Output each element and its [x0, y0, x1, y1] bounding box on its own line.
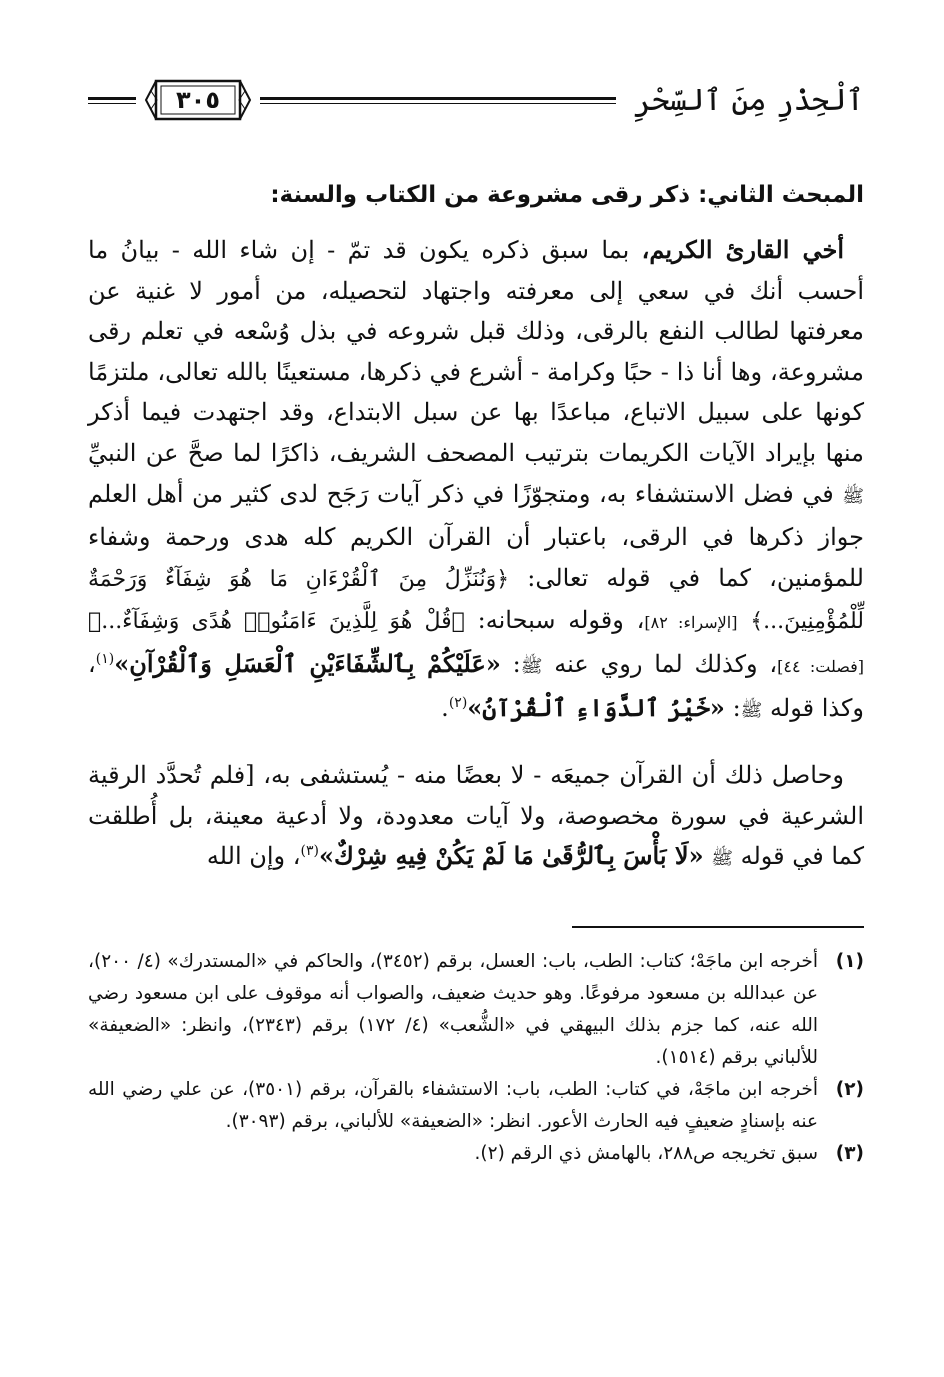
page-number-frame: [144, 77, 252, 123]
running-head-title: ٱلْحِذْرِ مِنَ ٱلسِّحْرِ: [633, 82, 864, 118]
body-paragraph-1: [88, 230, 864, 731]
header-rule-short: [88, 97, 136, 104]
page-number: ٣٠٥: [176, 86, 220, 114]
hadith-quote: «عَلَيْكُمْ بِٱلشِّفَاءَيْنِ ٱلْعَسَلِ وَٱلْقُرْآنِ»: [114, 648, 501, 678]
text-span: :: [500, 649, 521, 678]
hadith-quote: «خَيْرُ ٱلدَّوَاءِ ٱلْقُرْآنُ»: [467, 692, 725, 722]
text-span: ، وكذا قوله: [88, 649, 864, 722]
text-span: ، وإن الله: [206, 842, 301, 871]
quran-verse: ﴿وَنُنَزِّلُ مِنَ ٱلْقُرْءَانِ مَا هُوَ شِفَآءٌ وَرَحْمَةٌ لِّلْمُؤْمِنِينَ...﴾: [88, 566, 864, 635]
salawat-ligature: ﷺ: [520, 655, 543, 677]
paragraph-lead: أخي القارئ الكريم،: [641, 235, 844, 264]
text-span: ، وكذلك لما روي عنه: [542, 649, 778, 678]
footnote-number: (٣): [835, 1142, 864, 1164]
book-page: [88, 70, 864, 1170]
quran-verse: ﴿قُلْ هُوَ لِلَّذِينَ ءَامَنُوا۟ هُدًى وَشِفَآءٌ...﴾: [88, 609, 465, 635]
text-span: .: [441, 693, 449, 722]
verse-reference: [الإسراء: ٨٢]: [644, 613, 738, 633]
footnotes: [88, 946, 864, 1170]
page-header: [88, 70, 864, 130]
header-rule-long: [260, 97, 616, 104]
text-span: ، وقوله سبحانه:: [464, 606, 645, 635]
footnote-text: أخرجه ابن ماجَهْ، في كتاب: الطب، باب: الاستشفاء بالقرآن، برقم (٣٥٠١)، عن علي رضي الله عنه بإسنادٍ ضعيفٍ فيه الحارث الأعور. انظر: «الضعيفة» للألباني، برقم (٣٠٩٣).: [88, 1078, 819, 1132]
footnote-1: [88, 946, 864, 1074]
salawat-ligature: ﷺ: [711, 848, 733, 870]
salawat-ligature: ﷺ: [842, 485, 864, 507]
footnote-ref-1[interactable]: (١): [95, 650, 115, 667]
verse-reference: [فصلت: ٤٤]: [777, 656, 865, 676]
salawat-ligature: ﷺ: [740, 699, 763, 721]
text-span: بما سبق ذكره يكون قد تمّ - إن شاء الله - بيانُ ما أحسب أنك في سعي إلى معرفته واجتهاد لتحصيله، من أمور لا غنية عن معرفتها لطالب النفع بالرقى، وذلك قبل شروعه في بذل وُسْعه في تعلم رقى مشروعة، وها أنا ذا - حبًا وكرامة - أشرع في ذكرها، مستعينًا بالله تعالى، ملتزمًا كونها على سبيل الاتباع، مباعدًا بها عن سبل الابتداع، وقد اجتهدت فيما أذكر منها بإيراد الآيات الكريمات بترتيب المصحف الشريف، ذاكرًا لما صحَّ عن النبيِّ: [88, 236, 865, 467]
footnote-text: أخرجه ابن ماجَهْ؛ كتاب: الطب، باب: العسل، برقم (٣٤٥٢)، والحاكم في «المستدرك» (٤/ ٢٠٠)، عن عبدالله بن مسعود مرفوعًا. وهو حديث ضعيف، والصواب أنه موقوف على ابن مسعود رضي الله عنه، كما جزم بذلك البيهقي في «الشُّعب» (٤/ ١٧٢) برقم (٢٣٤٣)، وانظر: «الضعيفة» للألباني برقم (١٥١٤).: [88, 950, 819, 1068]
hadith-quote: «لَا بَأْسَ بِٱلرُّقَىٰ مَا لَمْ يَكُنْ فِيهِ شِرْكٌ»: [318, 841, 704, 871]
text-span: وحاصل ذلك أن القرآن جميعَه - لا بعضًا منه - يُستشفى به، [فلم تُحدَّد الرقية الشرعية في سورة مخصوصة، ولا آيات معدودة، ولا أدعية معينة، بل أُطلقت كما في قوله: [88, 761, 864, 871]
footnote-ref-3[interactable]: (٣): [300, 843, 319, 860]
body-paragraph-2: [88, 755, 864, 880]
footnote-number: (٢): [835, 1078, 864, 1100]
text-span: :: [724, 693, 741, 722]
footnote-text: سبق تخريجه ص٢٨٨، بالهامش ذي الرقم (٢).: [474, 1142, 818, 1164]
footnote-3: [88, 1138, 864, 1170]
footnote-number: (١): [835, 950, 864, 972]
footnote-2: [88, 1074, 864, 1138]
footnote-separator: [572, 926, 864, 928]
text-span: في فضل الاستشفاء به، ومتجوّزًا في ذكر آيات رَجَح لدى كثير من أهل العلم جواز ذكرها في الرقى، باعتبار أن القرآن الكريم كله هدى ورحمة وشفاء للمؤمنين، كما في قوله تعالى:: [88, 479, 865, 592]
footnote-ref-2[interactable]: (٢): [448, 694, 468, 711]
section-title: المبحث الثاني: ذكر رقى مشروعة من الكتاب والسنة:: [270, 182, 864, 208]
